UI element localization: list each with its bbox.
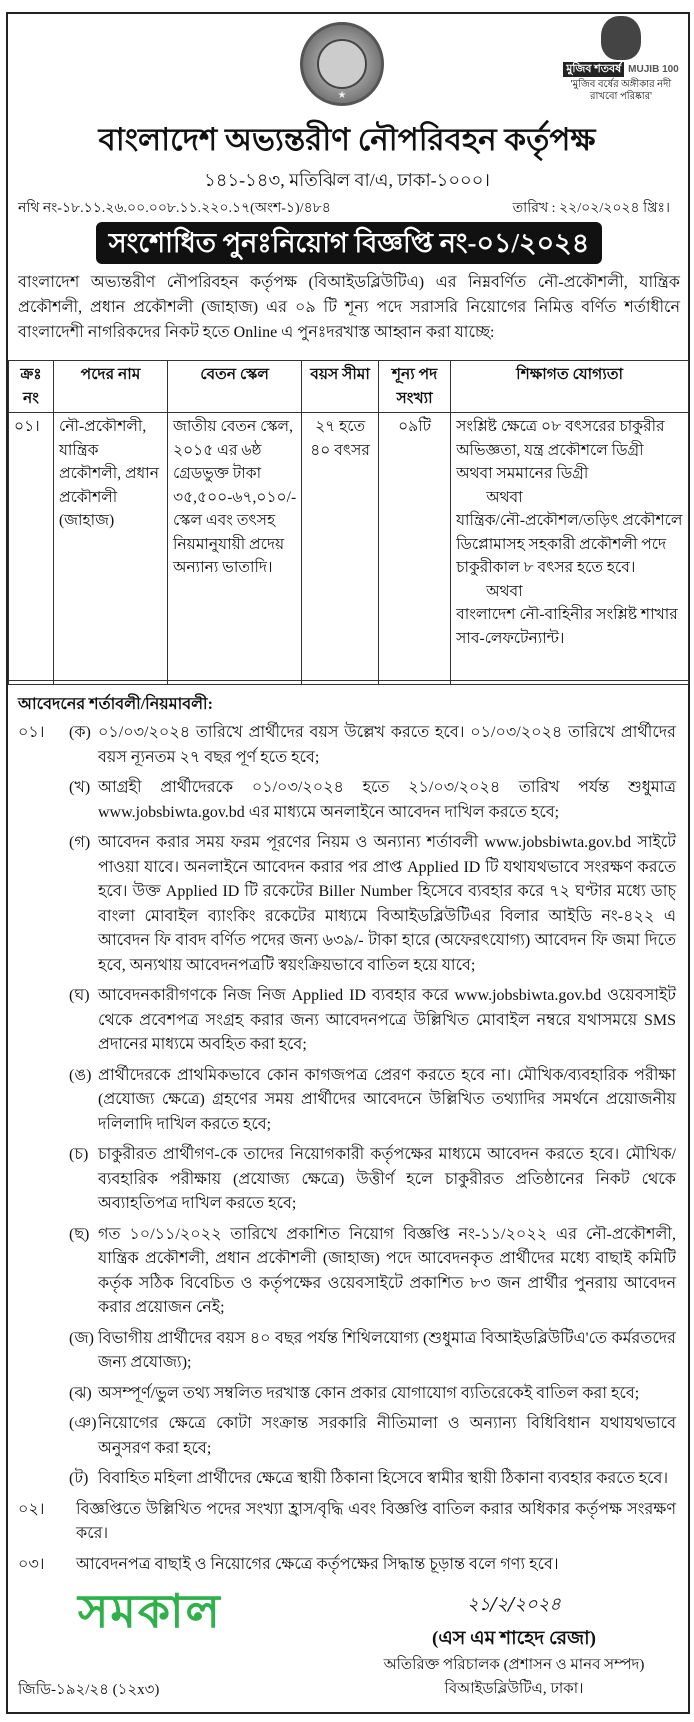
signature: ২১/২/২০২৪ xyxy=(466,1594,561,1615)
condition-item-label: (জ) xyxy=(69,1329,94,1347)
cell-post: নৌ-প্রকৌশলী, যান্ত্রিক প্রকৌশলী, প্রধান প্রকৌশলী (জাহাজ) xyxy=(54,413,168,685)
condition-item-label: (ট) xyxy=(69,1470,89,1487)
condition-item xyxy=(8,1143,689,1217)
condition-item-text: আবেদন করার সময় ফরম পূরণের নিয়ম ও অন্যান্য শর্তাবলী www.jobsbiwta.gov.bd সাইটে পাওয়া যাবে। অনলাইনে আবেদন করার পর প্রাপ্ত Applied ID টি যথাযথভাবে সংরক্ষণ করতে হবে। উক্ত Applied ID টি রকেটের Biller Number হিসেবে ব্যবহার করে ৭২ ঘণ্টার মধ্যে ডাচ্ বাংলা মোবাইল ব্যাংকিং রকেটের মাধ্যমে বিআইডব্লিউটিএর বিলার আইডি নং-৪২২ এ আবেদন ফি বাবদ বর্ণিত পদের জন্য ৬৩৯/- টাকা হারে (অফেরৎযোগ্য) আবেদন ফি জমা দিতে হবে, অন্যথায় আবেদনপত্রটি স্বয়ংক্রিয়ভাবে বাতিল হয়ে যাবে; xyxy=(98,834,676,974)
condition-item-text: ০১/০৩/২০২৪ তারিখে প্রার্থীদের বয়স উল্লেখ করতে হবে। ০১/০৩/২০২৪ তারিখে প্রার্থীদের বয়স ন্যূনতম ২৭ বছর পূর্ণ হতে হবে; xyxy=(98,724,676,766)
org-address: ১৪১-১৪৩, মতিঝিল বা/এ, ঢাকা-১০০০। xyxy=(204,170,490,190)
condition-item xyxy=(8,1467,689,1492)
condition-item xyxy=(8,721,689,770)
cell-sl: ০১। xyxy=(9,413,54,685)
mujib-100-mark: MUJIB 100 xyxy=(628,64,679,75)
condition-item-text: চাকুরীরত প্রার্থীগণ-কে তাদের নিয়োগকারী কর্তৃপক্ষের মাধ্যমে আবেদন করতে হবে। মৌখিক/ব্যবহারিক পরীক্ষায় (প্রযোজ্য ক্ষেত্রে) উত্তীর্ণ হলে চাকুরীরত প্রতিষ্ঠানের নিকট থেকে অব্যাহতিপত্র দাখিল করতে হবে; xyxy=(98,1146,676,1212)
mujib-badge: মুজিব শতবর্ষ xyxy=(563,62,624,77)
section-text: বিজ্ঞপ্তিতে উল্লিখিত পদের সংখ্যা হ্রাস/বৃদ্ধি এবং বিজ্ঞপ্তি বাতিল করার অধিকার কর্তৃপক্ষ সংরক্ষণ করে। xyxy=(76,1500,676,1542)
table-row xyxy=(9,413,689,685)
mujib-badge-row xyxy=(563,62,679,77)
conditions-heading: আবেদনের শর্তাবলী/নিয়মাবলী: xyxy=(18,696,213,713)
condition-item xyxy=(8,1223,689,1321)
condition-item-text: বিভাগীয় প্রার্থীদের বয়স ৪০ বছর পর্যন্ত শিথিলযোগ্য (শুধুমাত্র বিআইডব্লিউটিএ'তে কর্মরতদের জন্য প্রযোজ্য); xyxy=(98,1329,676,1371)
cell-age: ২৭ হতে ৪০ বৎসর xyxy=(302,413,379,685)
qualification-line: সংশ্লিষ্ট ক্ষেত্রে ০৮ বৎসরের চাকুরীর অভিজ্ঞতা, যন্ত্র প্রকৌশলে ডিগ্রী অথবা সমমানের ডিগ্রী xyxy=(456,418,665,482)
footer-block xyxy=(8,1585,689,1701)
biwta-emblem-logo: ★ xyxy=(300,22,384,106)
condition-item-label: (খ) xyxy=(69,779,91,796)
condition-section-02 xyxy=(8,1498,689,1547)
lower-section xyxy=(8,680,689,1701)
condition-item xyxy=(8,1412,689,1461)
condition-item-label: (ছ) xyxy=(69,1225,90,1243)
condition-item-label: (ঙ) xyxy=(69,1066,92,1084)
condition-item xyxy=(8,1327,689,1376)
qualification-or: অথবা xyxy=(486,582,523,600)
section-number: ০১। xyxy=(18,724,45,741)
condition-item-label: (ঝ) xyxy=(69,1384,92,1402)
condition-item-text: বিবাহিত মহিলা প্রার্থীদের ক্ষেত্রে স্থায়ী ঠিকানা হিসেবে স্বামীর স্থায়ী ঠিকানা ব্যবহার করতে হবে। xyxy=(98,1470,669,1487)
header-scale: বেতন স্কেল xyxy=(168,361,302,413)
org-name: বাংলাদেশ অভ্যন্তরীণ নৌপরিবহন কর্তৃপক্ষ xyxy=(98,122,596,157)
header-age: বয়স সীমা xyxy=(302,361,379,413)
conditions-section xyxy=(8,680,689,1577)
condition-item xyxy=(8,776,689,825)
watermark: সমকাল xyxy=(78,1586,222,1637)
cell-qualification xyxy=(451,413,689,685)
condition-item xyxy=(8,831,689,978)
table-header-row xyxy=(9,361,689,413)
header-qualification: শিক্ষাগত যোগ্যতা xyxy=(451,361,689,413)
footer-left xyxy=(18,1585,222,1701)
condition-item-text: নিয়োগের ক্ষেত্রে কোটা সংক্রান্ত সরকারি নীতিমালা ও অন্যান্য বিধিবিধান যথাযথভাবে অনুসরণ করা হবে; xyxy=(98,1415,676,1457)
condition-item-label: (ঞ) xyxy=(69,1415,97,1432)
header-sl: ক্রঃ নং xyxy=(9,361,54,413)
condition-item-text: গত ১০/১১/২০২২ তারিখে প্রকাশিত নিয়োগ বিজ্ঞপ্তি নং-১১/২০২২ এর নৌ-প্রকৌশলী, যান্ত্রিক প্রকৌশলী, প্রধান প্রকৌশলী (জাহাজ) পদে আবেদনকৃত প্রার্থীদের মধ্যে বাছাই কমিটি কর্তৃক সঠিক বিবেচিত ও কর্তৃপক্ষের ওয়েবসাইটে প্রকাশিত ৮৩ জন প্রার্থীর পুনরায় আবেদন করার প্রয়োজন নেই; xyxy=(98,1225,676,1316)
section-number: ০৩। xyxy=(18,1555,45,1573)
qualification-or: অথবা xyxy=(486,488,523,506)
vacancy-table xyxy=(8,360,689,685)
qualification-line: যান্ত্রিক/নৌ-প্রকৌশল/তড়িৎ প্রকৌশলে ডিপ্লোমাসহ সহকারী প্রকৌশলী পদে চাকুরীকাল ৮ বৎসর হতে হবে। xyxy=(456,512,683,576)
condition-item-text: অসম্পূর্ণ/ভুল তথ্য সম্বলিত দরখাস্ত কোন প্রকার যোগাযোগ ব্যতিরেকেই বাতিল করা হবে; xyxy=(98,1384,640,1402)
condition-item-label: (চ) xyxy=(69,1146,89,1163)
condition-item xyxy=(8,984,689,1058)
condition-item xyxy=(8,1382,689,1407)
section-number: ০২। xyxy=(18,1500,45,1518)
section-text: আবেদনপত্র বাছাই ও নিয়োগের ক্ষেত্রে কর্তৃপক্ষের সিদ্ধান্ত চূড়ান্ত বলে গণ্য হবে। xyxy=(76,1555,559,1573)
mujib-slogan: 'মুজিব বর্ষের অঙ্গীকার নদী রাখবো পরিষ্কার' xyxy=(570,79,672,102)
signer-office: বিআইডব্লিউটিএ, ঢাকা। xyxy=(444,1681,584,1697)
qualification-line: বাংলাদেশ নৌ-বাহিনীর সংশ্লিষ্ট শাখার সাব-লেফটেন্যান্ট। xyxy=(456,606,678,647)
portrait-icon xyxy=(601,16,641,60)
condition-section-03 xyxy=(8,1553,689,1578)
header-post: পদের নাম xyxy=(54,361,168,413)
condition-item-label: (ঘ) xyxy=(69,987,90,1004)
notice-date: তারিখ : ২২/০২/২০২৪ খ্রিঃ। xyxy=(512,201,670,216)
header-vacancy: শূন্য পদ সংখ্যা xyxy=(379,361,451,413)
condition-section-01 xyxy=(8,721,689,1492)
signature-block xyxy=(349,1585,679,1701)
signer-designation: অতিরিক্ত পরিচালক (প্রশাসন ও মানব সম্পদ) xyxy=(383,1657,645,1673)
condition-item-label: (ক) xyxy=(69,724,91,741)
condition-item xyxy=(8,1064,689,1138)
notice-title: সংশোধিত পুনঃনিয়োগ বিজ্ঞপ্তি নং-০১/২০২৪ xyxy=(96,222,602,264)
condition-item-text: আগ্রহী প্রার্থীদেরকে ০১/০৩/২০২৪ হতে ২১/০৩/২০২৪ তারিখ পর্যন্ত শুধুমাত্র www.jobsbiwta.gov.bd এর মাধ্যমে অনলাইনে আবেদন দাখিল করতে হবে; xyxy=(98,779,676,821)
intro-paragraph: বাংলাদেশ অভ্যন্তরীণ নৌপরিবহন কর্তৃপক্ষ (বিআইডব্লিউটিএ) এর নিম্নবর্ণিত নৌ-প্রকৌশলী, যান্ত্রিক প্রকৌশলী, প্রধান প্রকৌশলী (জাহাজ) এর ০৯ টি শূন্য পদে সরাসরি নিয়োগের নিমিত্ত বর্ণিত শর্তাধীনে বাংলাদেশী নাগরিকদের নিকট হতে Online এ পুনঃদরখাস্ত আহ্বান করা যাচ্ছে: xyxy=(18,274,680,341)
cell-vacancy: ০৯টি xyxy=(379,413,451,685)
condition-item-text: আবেদনকারীগণকে নিজ নিজ Applied ID ব্যবহার করে www.jobsbiwta.gov.bd ওয়েবসাইট থেকে প্রবেশপত্র সংগ্রহ করার জন্য আবেদনপত্রে উল্লিখিত মোবাইল নম্বরে যথাসময়ে SMS প্রদানের মাধ্যমে অবহিত করা হবে; xyxy=(98,987,676,1053)
condition-item-label: (গ) xyxy=(69,834,91,851)
signer-name: (এস এম শাহেদ রেজা) xyxy=(432,1628,596,1649)
gd-number: জিডি-১৯২/২৪ (১২x৩) xyxy=(18,1682,160,1698)
cell-scale: জাতীয় বেতন স্কেল, ২০১৫ এর ৬ষ্ঠ গ্রেডভুক্ত টাকা ৩৫,৫০০-৬৭,০১০/- স্কেল এবং তৎসহ নিয়মানুযায়ী প্রদেয় অন্যান্য ভাতাদি। xyxy=(168,413,302,685)
mujib-100-logo xyxy=(562,16,680,103)
condition-item-text: প্রার্থীদেরকে প্রাথমিকভাবে কোন কাগজপত্র প্রেরণ করতে হবে না। মৌখিক/ব্যবহারিক পরীক্ষা (প্রযোজ্য ক্ষেত্রে) গ্রহণের সময় প্রার্থীদের আবেদনে উল্লিখিত তথ্যাদির সমর্থনে প্রয়োজনীয় দলিলাদি দাখিল করতে হবে; xyxy=(98,1066,676,1133)
file-number: নথি নং-১৮.১১.২৬.০০.০০৮.১১.২২০.১৭(অংশ-১)/৪৮৪ xyxy=(18,201,331,216)
